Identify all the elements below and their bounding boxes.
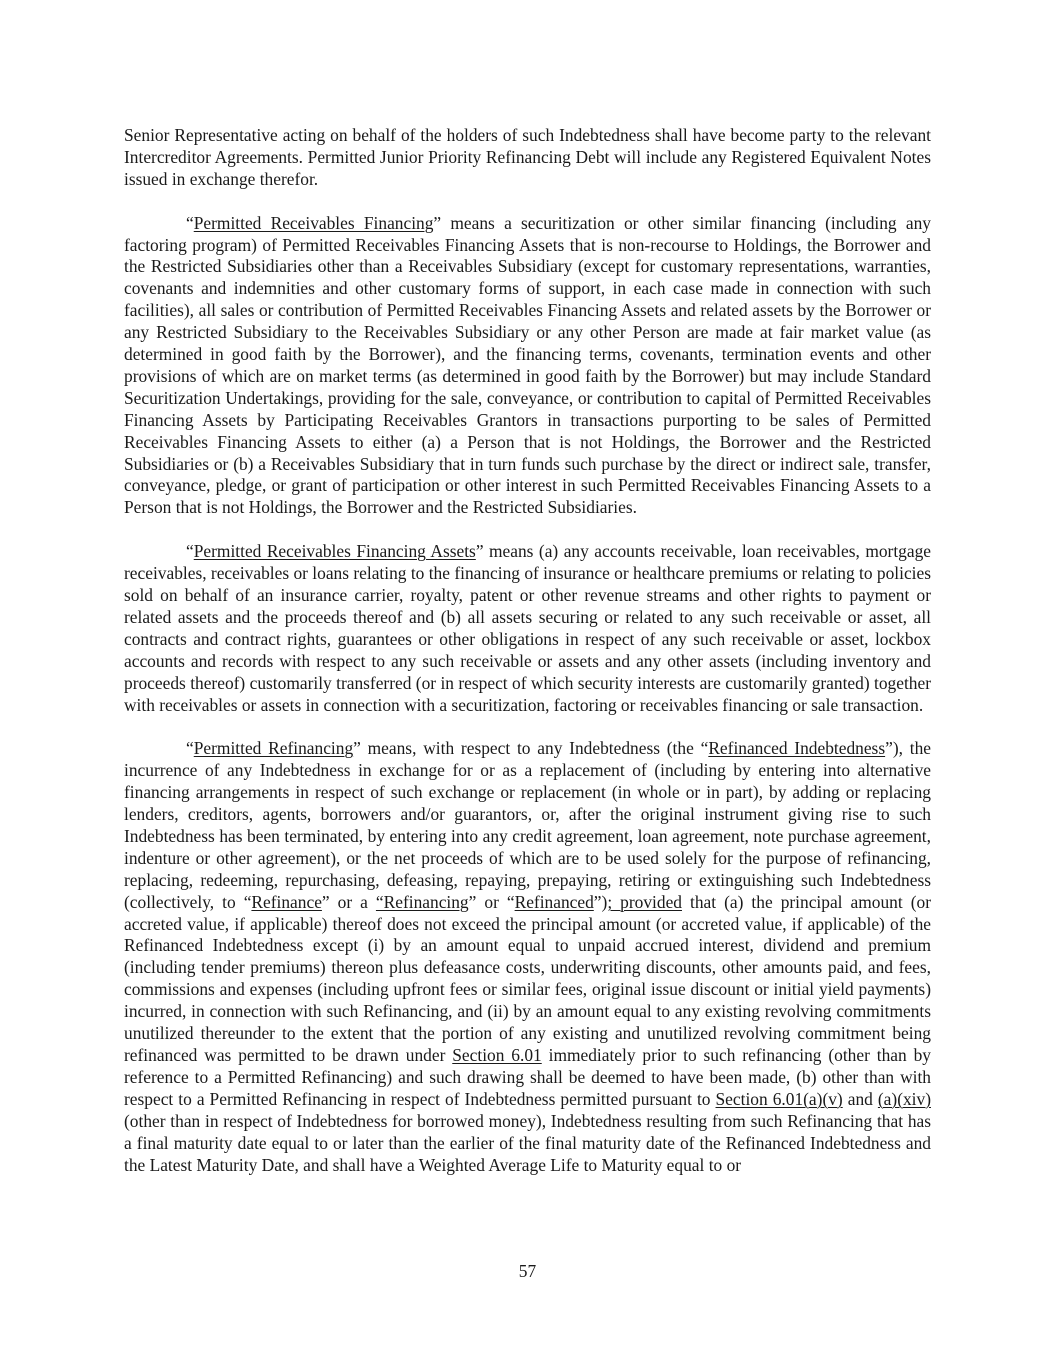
text-run: “: [186, 212, 194, 233]
defined-term: (a)(xiv): [877, 1088, 931, 1109]
text-run: ”): [593, 891, 608, 912]
text-run: ” means a securitization or other similar financing (including any factoring program) of Permitted Receivables Financing Assets that is non-recourse to Holdings, the Borrower and the Restricted Subsidiaries other than a Receivables Subsidiary (except for customary representations, warranties, covenants and indemnities and other customary forms of support, in each case made in connection with such facilities), all sales or contribution of Permitted Receivables Financing Assets and related assets by the Borrower or any Restricted Subsidiary to the Receivables Subsidiary or any other Person are made at fair market value (as determined in good faith by the Borrower), and the financing terms, covenants, termination events and other provisions of which are on market terms (as determined in good faith by the Borrower) but may include Standard Securitization Undertakings, providing for the sale, conveyance, or contribution to capital of Permitted Receivables Financing Assets by Participating Receivables Grantors in transactions purporting to be sales of Permitted Receivables Financing Assets to either (a) a Person that is not Holdings, the Borrower and the Restricted Subsidiaries or (b) a Receivables Subsidiary that in turn funds such purchase by the direct or indirect sale, transfer, conveyance, pledge, or grant of participation or other interest in such Permitted Receivables Financing Assets to a Person that is not Holdings, the Borrower and the Restricted Subsidiaries.: [124, 212, 931, 518]
page-number: 57: [518, 1261, 537, 1281]
text-run: (other than in respect of Indebtedness for borrowed money), Indebtedness resulting from such Refinancing that has a final maturity date equal to or later than the earlier of the final maturity date of the Refinanced Indebtedness and the Latest Maturity Date, and shall have a Weighted Average Life to Maturity equal to or: [124, 1110, 931, 1175]
text-run: ”), the incurrence of any Indebtedness in exchange for or as a replacement of (including by entering into alternative financing arrangements in respect of such exchange or replacement (in whole or in part), by adding or replacing lenders, creditors, agents, borrowers and/or guarantors, or, after the original instrument giving rise to such Indebtedness has been terminated, by entering into any credit agreement, loan agreement, note purchase agreement, indenture or other agreement), or the net proceeds of which are to be used solely for the purpose of refinancing, replacing, redeeming, repurchasing, defeasing, repaying, prepaying, retiring or extinguishing such Indebtedness (collectively, to “: [124, 738, 932, 912]
text-run: ” means, with respect to any Indebtedness (the “: [353, 738, 709, 759]
paragraph: [124, 541, 931, 716]
text-run: ” or “: [468, 891, 515, 912]
text-run: ” means (a) any accounts receivable, loan receivables, mortgage receivables, receivables or loans relating to the financing of insurance or healthcare premiums or relating to policies sold on behalf of an insurance carrier, royalty, patent or other revenue streams and other rights to payment or related assets and the proceeds thereof and (b) all assets securing or related to any such receivable or asset, all contracts and contract rights, guarantees or other obligations in respect of any such receivable or asset, lockbox accounts and records with respect to any such receivable or assets and any other assets (including inventory and proceeds thereof) customarily transferred (or in respect of which security interests are customarily granted) together with receivables or assets in connection with a securitization, factoring or receivables financing or sale transaction.: [124, 541, 931, 715]
paragraph: [124, 213, 931, 520]
defined-term: Section 6.01: [452, 1045, 542, 1066]
text-run: and: [842, 1088, 878, 1109]
paragraph: [124, 125, 931, 191]
defined-term: ; provided: [607, 891, 682, 912]
defined-term: Permitted Receivables Financing Assets: [193, 541, 476, 562]
defined-term: Refinanced: [514, 891, 594, 912]
text-run: immediately prior to such refinancing (other than by reference to a Permitted Refinancing) and such drawing shall be deemed to have been made, (b) other than with respect to a Permitted Refinancing in respect of Indebtedness permitted pursuant to: [124, 1045, 931, 1109]
text-run: ” or a: [321, 891, 376, 912]
defined-term: “Refinancing: [375, 891, 469, 912]
defined-term: Refinance: [251, 891, 322, 912]
text-run: “: [186, 738, 194, 759]
paragraph: [124, 738, 931, 1176]
defined-term: Section 6.01(a)(v): [715, 1088, 843, 1109]
text-run: Senior Representative acting on behalf of the holders of such Indebtedness shall have become party to the relevant Intercreditor Agreements. Permitted Junior Priority Refinancing Debt will include any Registered Equivalent Notes issued in exchange therefor.: [124, 125, 931, 189]
defined-term: Permitted Refinancing: [193, 738, 354, 759]
defined-term: Refinanced Indebtedness: [708, 738, 886, 759]
text-run: “: [186, 541, 194, 562]
document-body: [124, 125, 931, 1198]
text-run: that (a) the principal amount (or accreted value, if applicable) thereof does not exceed the principal amount (or accreted value, if applicable) of the Refinanced Indebtedness except (i) by an amount equal to unpaid accrued interest, dividend and premium (including tender premiums) thereon plus defeasance costs, underwriting discounts, other amounts paid, and fees, commissions and expenses (including upfront fees or similar fees, original issue discount or initial yield payments) incurred, in connection with such Refinancing, and (ii) by an amount equal to any existing revolving commitments unutilized thereunder to the extent that the portion of any existing and unutilized revolving commitment being refinanced was permitted to be drawn under: [124, 891, 931, 1066]
defined-term: Permitted Receivables Financing: [193, 212, 434, 233]
